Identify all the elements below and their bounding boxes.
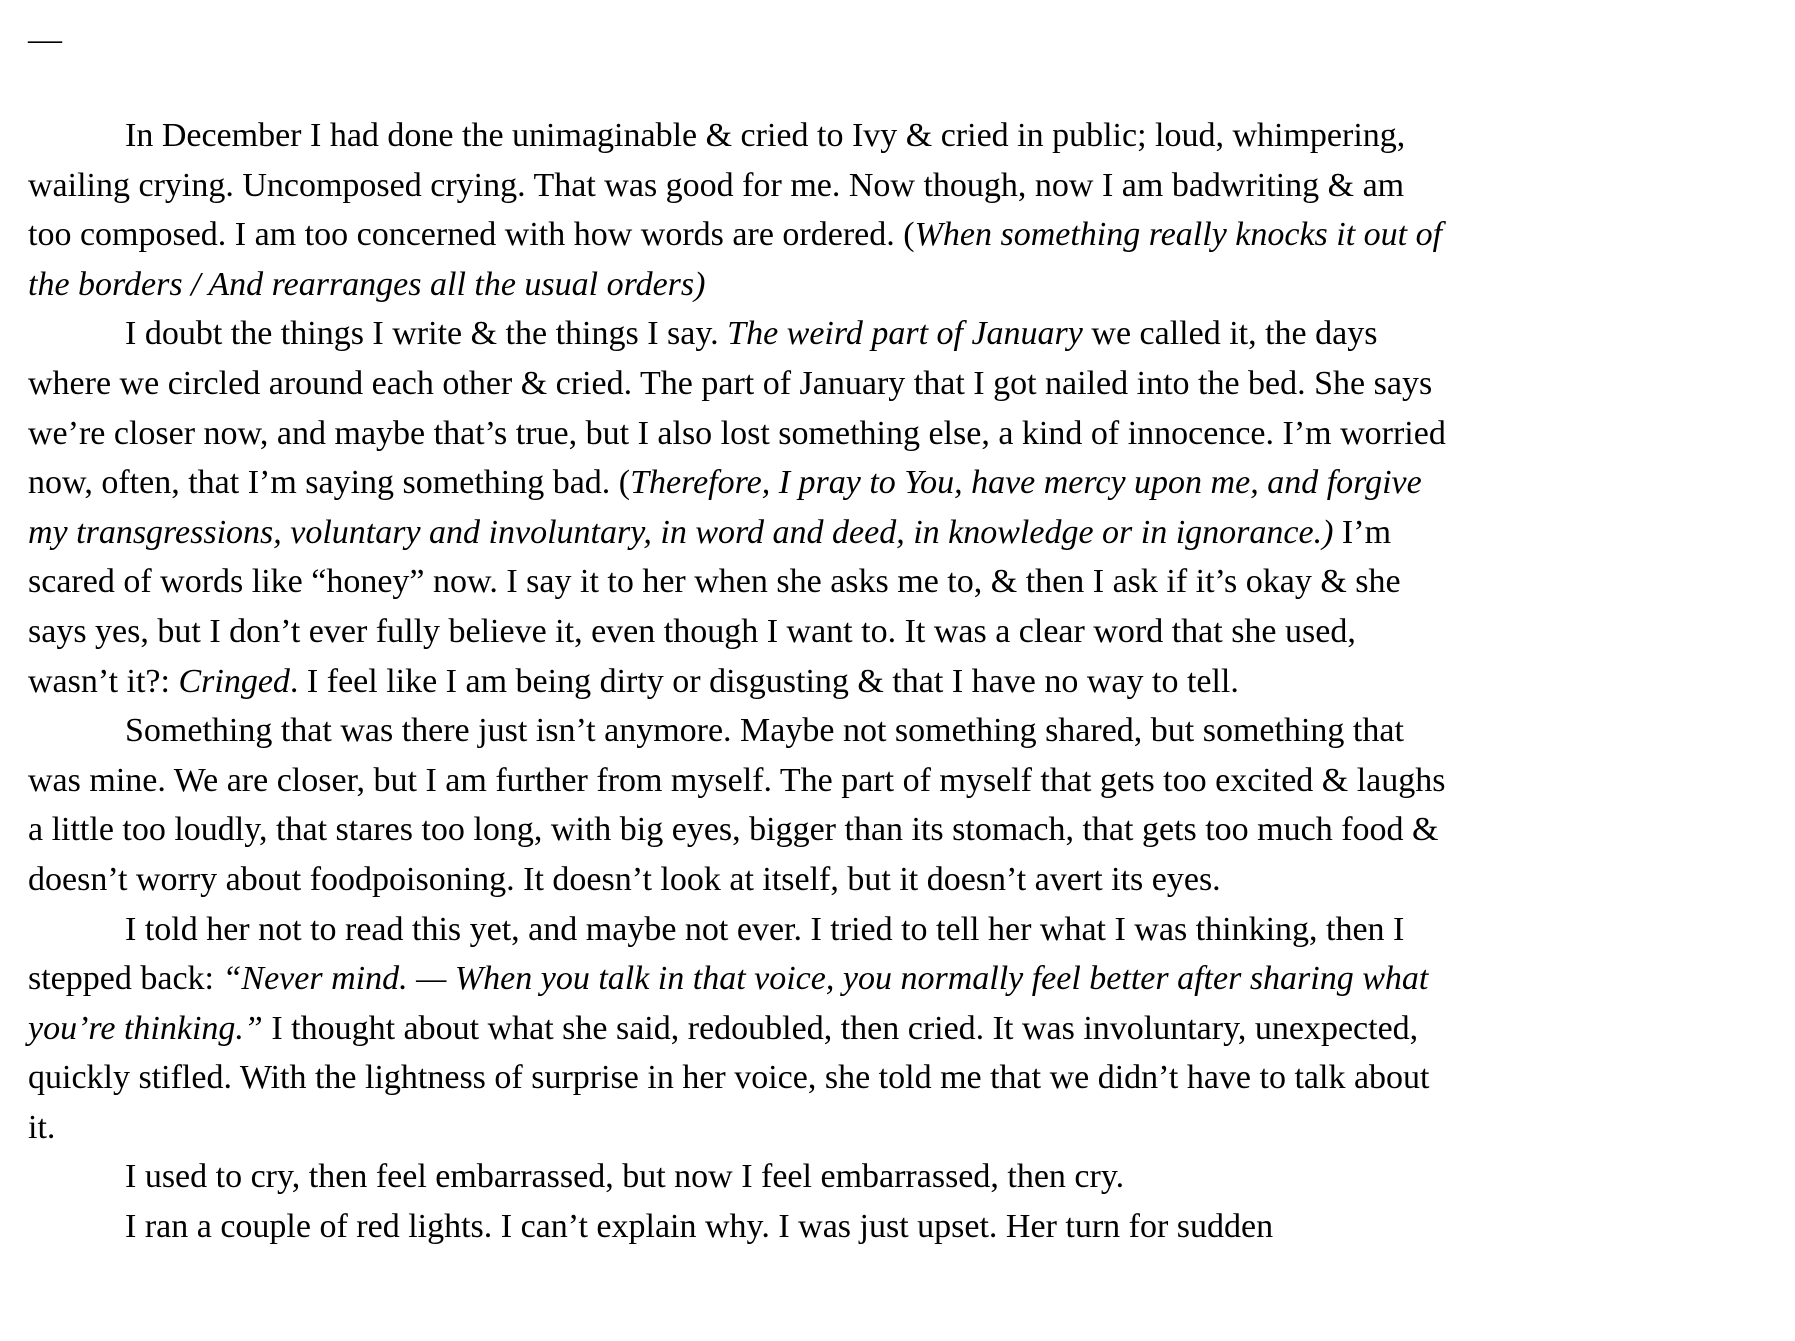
paragraph-4-text-1: I told her not to read this yet, and maybe not ever. I tried to tell her what I was thinking, then I stepped back: — [28, 910, 1405, 998]
paragraph-2-text-3: I’m scared of words like “honey” now. I say it to her when she asks me to, & then I ask if it’s okay & she says yes, but I don’t ever fully believe it, even though I want to. It was a clear word that she used, wasn’t it?: — [28, 513, 1401, 700]
paragraph-2-text-4: . I feel like I am being dirty or disgusting & that I have no way to tell. — [289, 662, 1239, 700]
document-body — [28, 111, 1448, 1252]
paragraph-2 — [28, 309, 1448, 706]
paragraph-5 — [28, 1152, 1448, 1202]
paragraph-1 — [28, 111, 1448, 309]
paragraph-3-text-1: Something that was there just isn’t anymore. Maybe not something shared, but something that was mine. We are closer, but I am further from myself. The part of myself that gets too excited & laughs a little too loudly, that stares too long, with big eyes, bigger than its stomach, that gets too much food & doesn’t worry about foodpoisoning. It doesn’t look at itself, but it doesn’t avert its eyes. — [28, 712, 1446, 898]
paragraph-2-italic-prayer: Therefore, I pray to You, have mercy upon me, and forgive my transgressions, voluntary and involuntary, in word and deed, in knowledge or in ignorance.) — [28, 464, 1422, 551]
paragraph-1-italic-lyric: When something really knocks it out of the borders / And rearranges all the usual orders) — [28, 216, 1443, 303]
paragraph-2-text-1: I doubt the things I write & the things I say. — [125, 315, 728, 353]
paragraph-3 — [28, 706, 1448, 904]
paragraph-4-italic-quote: “Never mind. — When you talk in that voice, you normally feel better after sharing what you’re thinking.” — [28, 960, 1429, 1047]
paragraph-4 — [28, 905, 1448, 1153]
paragraph-5-text-1: I used to cry, then feel embarrassed, but now I feel embarrassed, then cry. — [125, 1158, 1125, 1196]
paragraph-2-italic-word: Cringed — [178, 662, 290, 700]
section-dash: — — [28, 21, 62, 58]
paragraph-2-text-2: we called it, the days where we circled around each other & cried. The part of January that I got nailed into the bed. She says we’re closer now, and maybe that’s true, but I also lost something else, a kind of innocence. I’m worried now, often, that I’m saying something bad. ( — [28, 315, 1446, 502]
paragraph-1-text-1: In December I had done the unimaginable & cried to Ivy & cried in public; loud, whimpering, wailing crying. Uncomposed crying. That was good for me. Now though, now I am badwriting & am too composed. I am too concerned with how words are ordered. ( — [28, 117, 1406, 254]
paragraph-4-text-2: I thought about what she said, redoubled, then cried. It was involuntary, unexpected, quickly stifled. With the lightness of surprise in her voice, she told me that we didn’t have to talk about it. — [28, 1009, 1430, 1146]
paragraph-2-italic-phrase: The weird part of January — [727, 315, 1083, 353]
paragraph-6-text-1: I ran a couple of red lights. I can’t explain why. I was just upset. Her turn for sudden — [125, 1208, 1274, 1246]
paragraph-6 — [28, 1202, 1448, 1252]
